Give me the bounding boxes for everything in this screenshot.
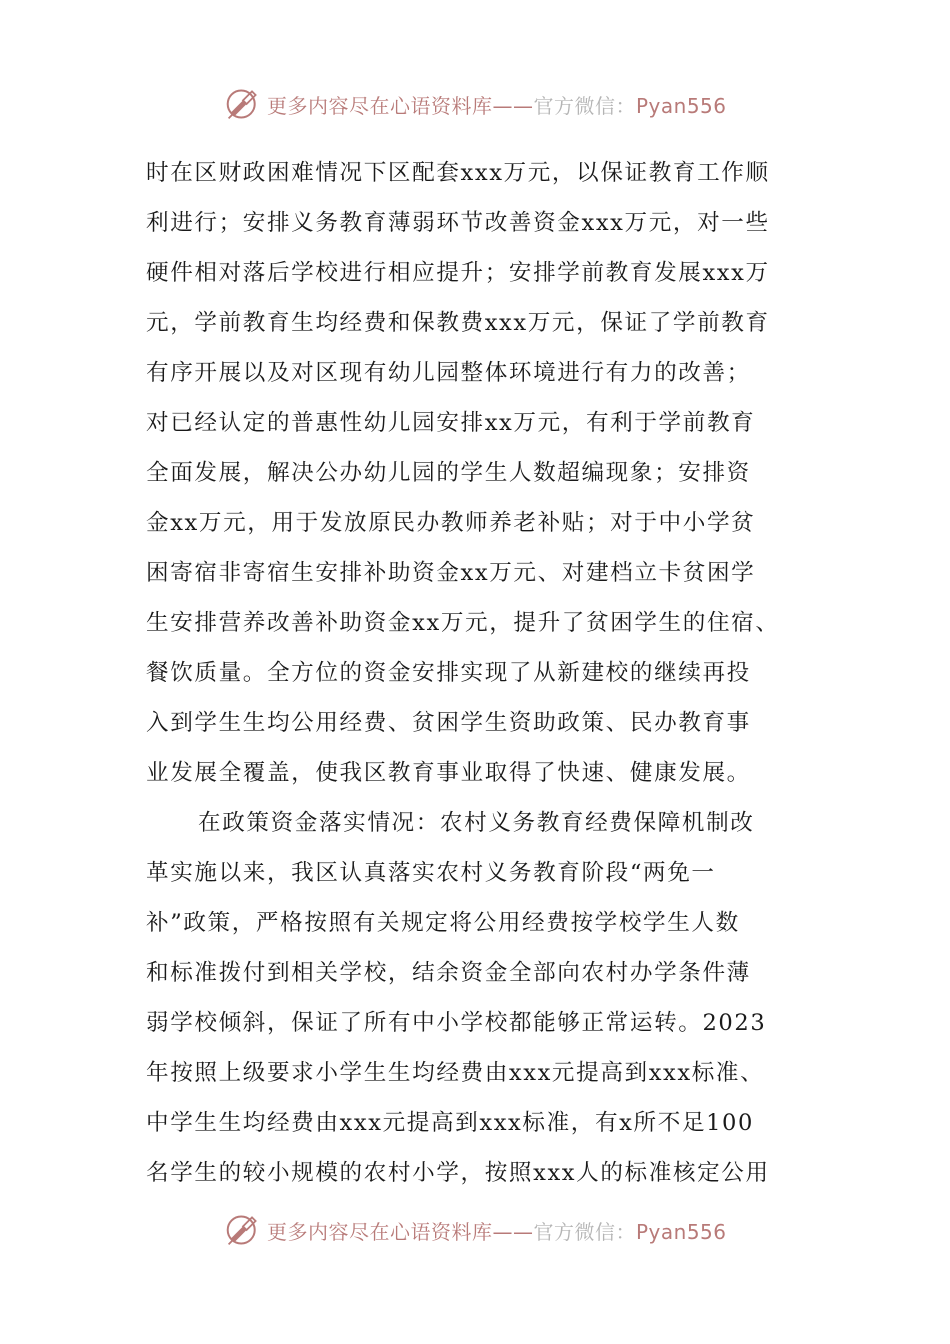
text-line: 中学生生均经费由xxx元提高到xxx标准，有x所不足100 [146,1110,754,1136]
text-line: 生安排营养改善补助资金xx万元，提升了贫困学生的住宿、 [146,610,780,636]
text-line: 元，学前教育生均经费和保教费xxx万元，保证了学前教育 [146,310,770,336]
text-line: 补”政策，严格按照有关规定将公用经费按学校学生人数 [146,910,740,936]
watermark-label: 官方微信： [533,1219,636,1244]
text-line: 业发展全覆盖，使我区教育事业取得了快速、健康发展。 [146,760,751,786]
watermark-wechat-id: Pyan556 [636,1219,727,1244]
text-line: 名学生的较小规模的农村小学，按照xxx人的标准核定公用 [146,1160,770,1186]
text-line: 餐饮质量。全方位的资金安排实现了从新建校的继续再投 [146,660,751,686]
watermark-label: 官方微信： [533,93,636,118]
text-line: 困寄宿非寄宿生安排补助资金xx万元、对建档立卡贫困学 [146,560,756,586]
watermark-wechat-id: Pyan556 [636,93,727,118]
pen-logo-icon [225,86,261,122]
text-line: 硬件相对落后学校进行相应提升；安排学前教育发展xxx万 [146,260,770,286]
text-line: 对已经认定的普惠性幼儿园安排xx万元，有利于学前教育 [146,410,756,436]
document-body [146,148,816,1198]
watermark-separator: —— [492,1219,534,1244]
text-line: 革实施以来，我区认真落实农村义务教育阶段“两免一 [146,860,716,886]
text-line: 金xx万元，用于发放原民办教师养老补贴；对于中小学贫 [146,510,756,536]
footer-watermark [225,1210,727,1250]
text-line: 利进行；安排义务教育薄弱环节改善资金xxx万元，对一些 [146,210,770,236]
text-line: 和标准拨付到相关学校，结余资金全部向农村办学条件薄 [146,960,751,986]
text-line: 入到学生生均公用经费、贫困学生资助政策、民办教育事 [146,710,751,736]
watermark-separator: —— [492,93,534,118]
text-line: 有序开展以及对区现有幼儿园整体环境进行有力的改善； [146,360,751,386]
watermark-text: 更多内容尽在心语资料库 [267,1219,493,1244]
text-line: 时在区财政困难情况下区配套xxx万元，以保证教育工作顺 [146,160,770,186]
pen-logo-icon [225,1212,261,1248]
text-line: 全面发展，解决公办幼儿园的学生人数超编现象；安排资 [146,460,751,486]
watermark-text: 更多内容尽在心语资料库 [267,93,493,118]
text-line: 弱学校倾斜，保证了所有中小学校都能够正常运转。2023 [146,1010,767,1036]
text-line: 年按照上级要求小学生生均经费由xxx元提高到xxx标准、 [146,1060,765,1086]
paragraph-start-line: 在政策资金落实情况：农村义务教育经费保障机制改 [198,810,755,836]
header-watermark [225,84,727,124]
